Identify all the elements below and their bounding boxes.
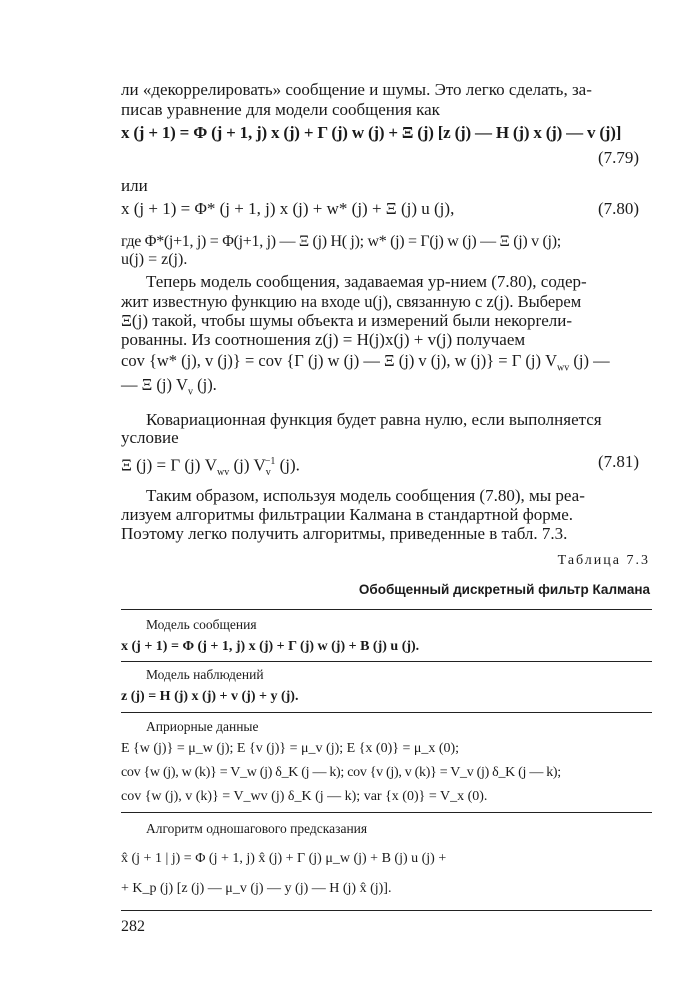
section-prior-data-line3: cov {w (j), v (k)} = V_wv (j) δ_K (j — k); var {x (0)} = V_x (0). — [121, 789, 488, 804]
para2-line4: рованны. Из соотношения z(j) = H(j)x(j) + v(j) получаем — [121, 330, 526, 349]
para2-line2: жит известную функцию на входе u(j), связанную с z(j). Выберем — [121, 292, 582, 311]
table-rule-1 — [121, 661, 652, 662]
para3-line2: условие — [121, 428, 179, 447]
table-rule-3 — [121, 812, 652, 813]
table-bottom-rule — [121, 910, 652, 911]
section-message-model-heading: Модель сообщения — [146, 617, 257, 632]
section-observation-model-heading: Модель наблюдений — [146, 667, 264, 682]
equation-number-7-79: (7.79) — [598, 148, 640, 167]
where-line1: где Φ*(j+1, j) = Φ(j+1, j) — Ξ (j) H( j); w* (j) = Γ(j) w (j) — Ξ (j) v (j); — [121, 233, 561, 250]
section-observation-model-equation: z (j) = H (j) x (j) + v (j) + y (j). — [121, 689, 299, 704]
section-prediction-heading: Алгоритм одношагового предсказания — [146, 821, 368, 836]
para2-line1: Теперь модель сообщения, задаваемая ур-нием (7.80), содер- — [146, 272, 587, 291]
para4-line3: Поэтому легко получить алгоритмы, приведенные в табл. 7.3. — [121, 524, 568, 543]
section-prediction-line2: + K_p (j) [z (j) — μ_v (j) — y (j) — H (j) x̂ (j)]. — [121, 881, 392, 896]
table-title: Обобщенный дискретный фильтр Калмана — [358, 582, 650, 597]
section-message-model-equation: x (j + 1) = Φ (j + 1, j) x (j) + Γ (j) w (j) + B (j) u (j). — [121, 639, 420, 654]
equation-7-80: x (j + 1) = Φ* (j + 1, j) x (j) + w* (j) + Ξ (j) u (j), — [121, 199, 455, 218]
para4-line2: лизуем алгоритмы фильтрации Калмана в стандартной форме. — [121, 505, 574, 524]
para1-line1: ли «декоррелировать» сообщение и шумы. Это легко сделать, за- — [121, 80, 592, 99]
para2-line3: Ξ(j) такой, чтобы шумы объекта и измерений были некорreли- — [121, 311, 573, 330]
or-word: или — [121, 176, 148, 195]
section-prediction-line1: x̂ (j + 1 | j) = Φ (j + 1, j) x̂ (j) + Γ (j) μ_w (j) + B (j) u (j) + — [121, 851, 447, 866]
section-prior-data-line1: E {w (j)} = μ_w (j); E {v (j)} = μ_v (j); E {x (0)} = μ_x (0); — [121, 741, 460, 756]
equation-7-81: Ξ (j) = Γ (j) $V_{wv}$ (j) $V_v^{-1}$ (j). — [121, 455, 300, 479]
section-prior-data-heading: Априорные данные — [146, 719, 259, 734]
table-top-rule — [121, 609, 652, 610]
para1-line2: писав уравнение для модели сообщения как — [121, 100, 440, 119]
page-number: 282 — [121, 918, 145, 935]
cov-equation-line1: cov {w* (j), v (j)} = cov {Γ (j) w (j) — Ξ (j) v (j), w (j)} = Γ (j) $V_{wv}$ (j) — — [121, 351, 610, 374]
table-rule-2 — [121, 712, 652, 713]
section-prior-data-line2: cov {w (j), w (k)} = V_w (j) δ_K (j — k); cov {v (j), v (k)} = V_v (j) δ_K (j — k); — [121, 765, 561, 780]
para4-line1: Таким образом, используя модель сообщения (7.80), мы реа- — [146, 486, 585, 505]
table-caption: Таблица 7.3 — [557, 553, 650, 568]
equation-number-7-81: (7.81) — [598, 452, 640, 471]
equation-number-7-80: (7.80) — [598, 199, 640, 218]
where-line2: u(j) = z(j). — [121, 251, 188, 268]
para3-line1: Ковариационная функция будет равна нулю, если выполняется — [146, 410, 602, 429]
cov-equation-line2: — Ξ (j) $V_v$ (j). — [121, 375, 217, 398]
equation-7-79: x (j + 1) = Φ (j + 1, j) x (j) + Γ (j) w (j) + Ξ (j) [z (j) — H (j) x (j) — v (j)] — [121, 123, 622, 142]
